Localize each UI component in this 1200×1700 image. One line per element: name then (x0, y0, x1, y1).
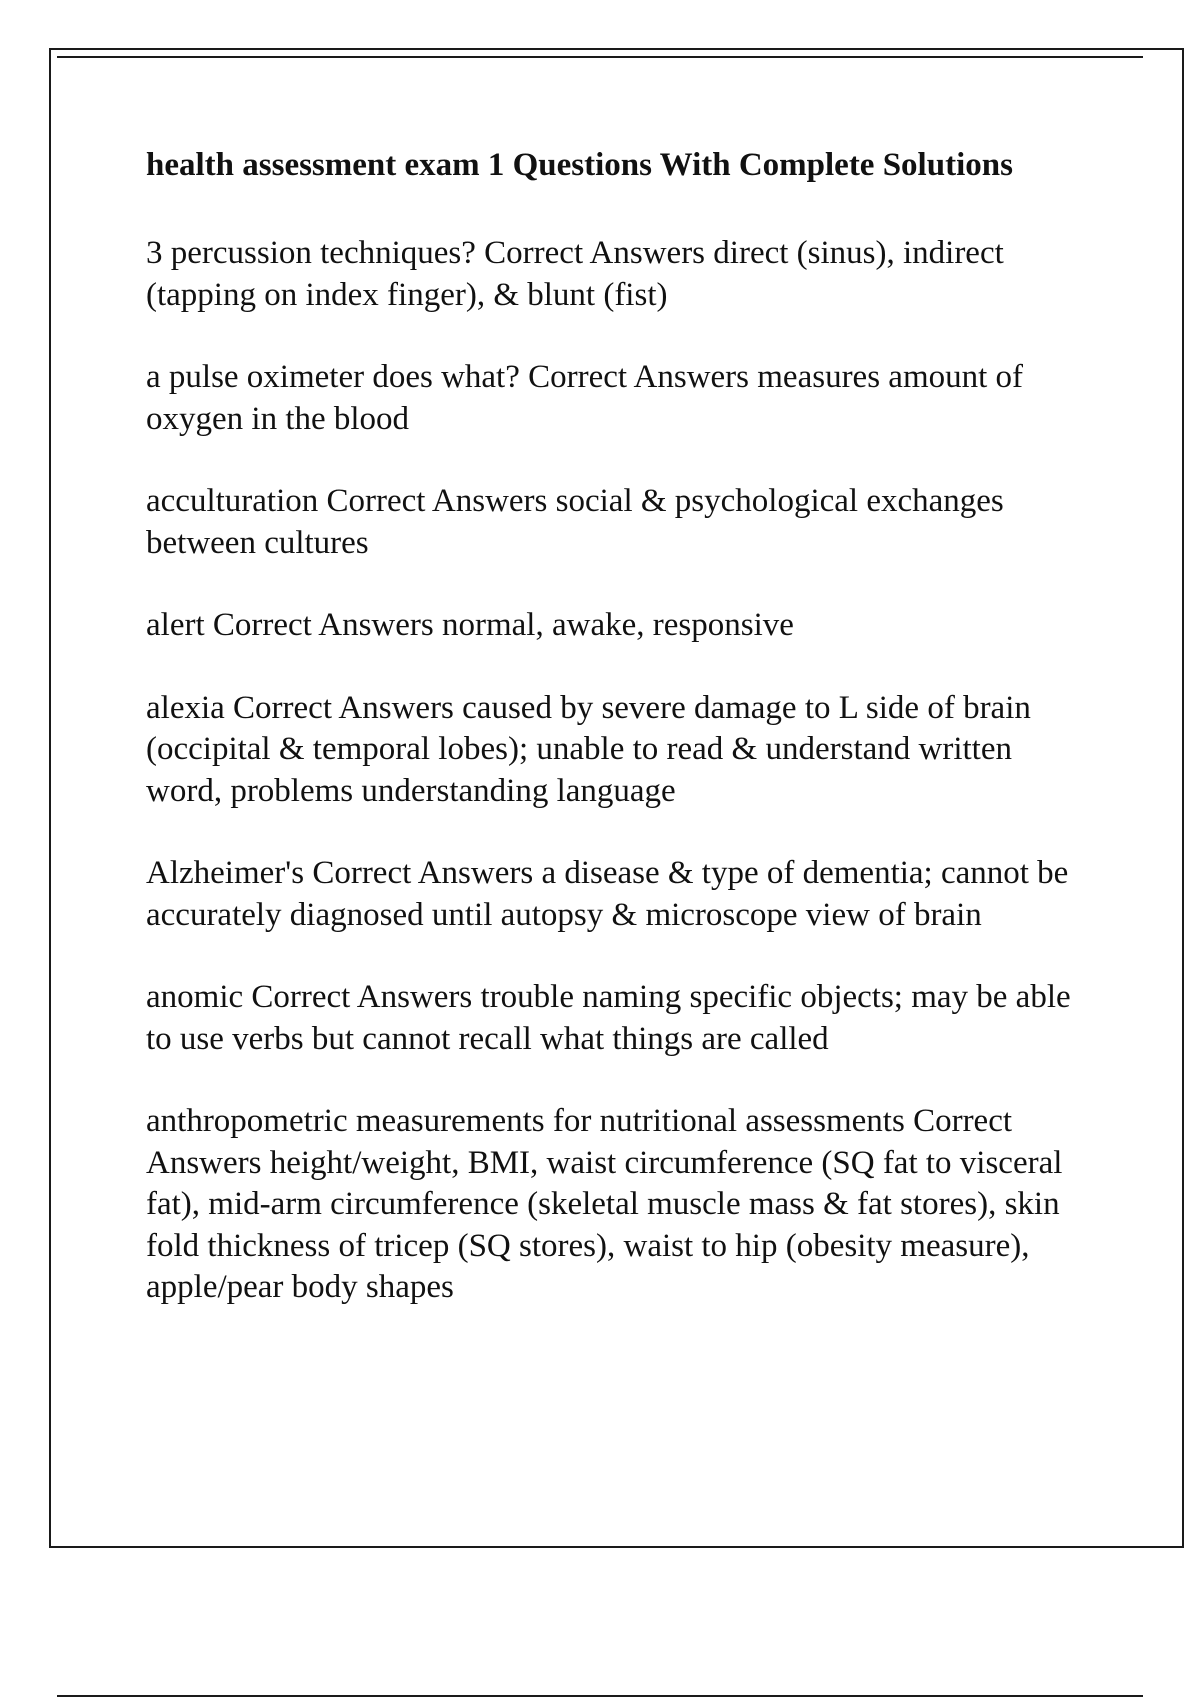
question-text: a pulse oximeter does what? (146, 359, 520, 395)
question-text: alexia (146, 689, 225, 726)
qa-item (146, 357, 1096, 440)
answer-text: height/weight, BMI, waist circumference (SQ fat to visceral fat), mid-arm circumference (skeletal muscle mass & fat stores), skin fold thickness of tricep (SQ stores), waist to hip (obesity measure), apple/pear body shapes (146, 1144, 1071, 1305)
answer-label: Correct Answers (326, 483, 548, 519)
document-body (146, 145, 1096, 1350)
bottom-rule (57, 1695, 1143, 1697)
qa-item (146, 481, 1096, 564)
answer-text: direct (sinus), indirect (tapping on index finger), & blunt (fist) (146, 235, 1013, 313)
qa-item (146, 605, 1096, 647)
answer-text: caused by severe damage to L side of brain (occipital & temporal lobes); unable to read & understand written word, problems understanding language (146, 689, 1040, 809)
qa-item (146, 1101, 1096, 1309)
qa-item (146, 233, 1096, 316)
answer-text: normal, awake, responsive (442, 607, 794, 643)
answer-label: Correct Answers (528, 359, 750, 395)
answer-label: Correct Answers (312, 855, 534, 891)
answer-label: Correct Answers (146, 1103, 1019, 1181)
question-text: anthropometric measurements for nutritional assessments (146, 1103, 905, 1139)
question-text: 3 percussion techniques? (146, 235, 476, 271)
answer-text: measures amount of oxygen in the blood (146, 359, 1032, 437)
top-rule (57, 56, 1143, 58)
qa-item (146, 853, 1096, 936)
answer-label: Correct Answers (484, 235, 706, 271)
answer-label: Correct Answers (212, 607, 434, 643)
question-text: anomic (146, 979, 244, 1015)
answer-text: a disease & type of dementia; cannot be accurately diagnosed until autopsy & microscope view of brain (146, 855, 1077, 933)
qa-item (146, 688, 1096, 813)
document-title: health assessment exam 1 Questions With Complete Solutions (146, 147, 1013, 183)
answer-label: Correct Answers (251, 979, 473, 1015)
question-text: acculturation (146, 483, 319, 519)
answer-text: trouble naming specific objects; may be able to use verbs but cannot recall what things are called (146, 979, 1079, 1057)
answer-label: Correct Answers (233, 689, 454, 726)
question-text: Alzheimer's (146, 855, 305, 891)
qa-item (146, 977, 1096, 1060)
question-text: alert (146, 607, 205, 643)
answer-text: social & psychological exchanges between cultures (146, 483, 1013, 561)
